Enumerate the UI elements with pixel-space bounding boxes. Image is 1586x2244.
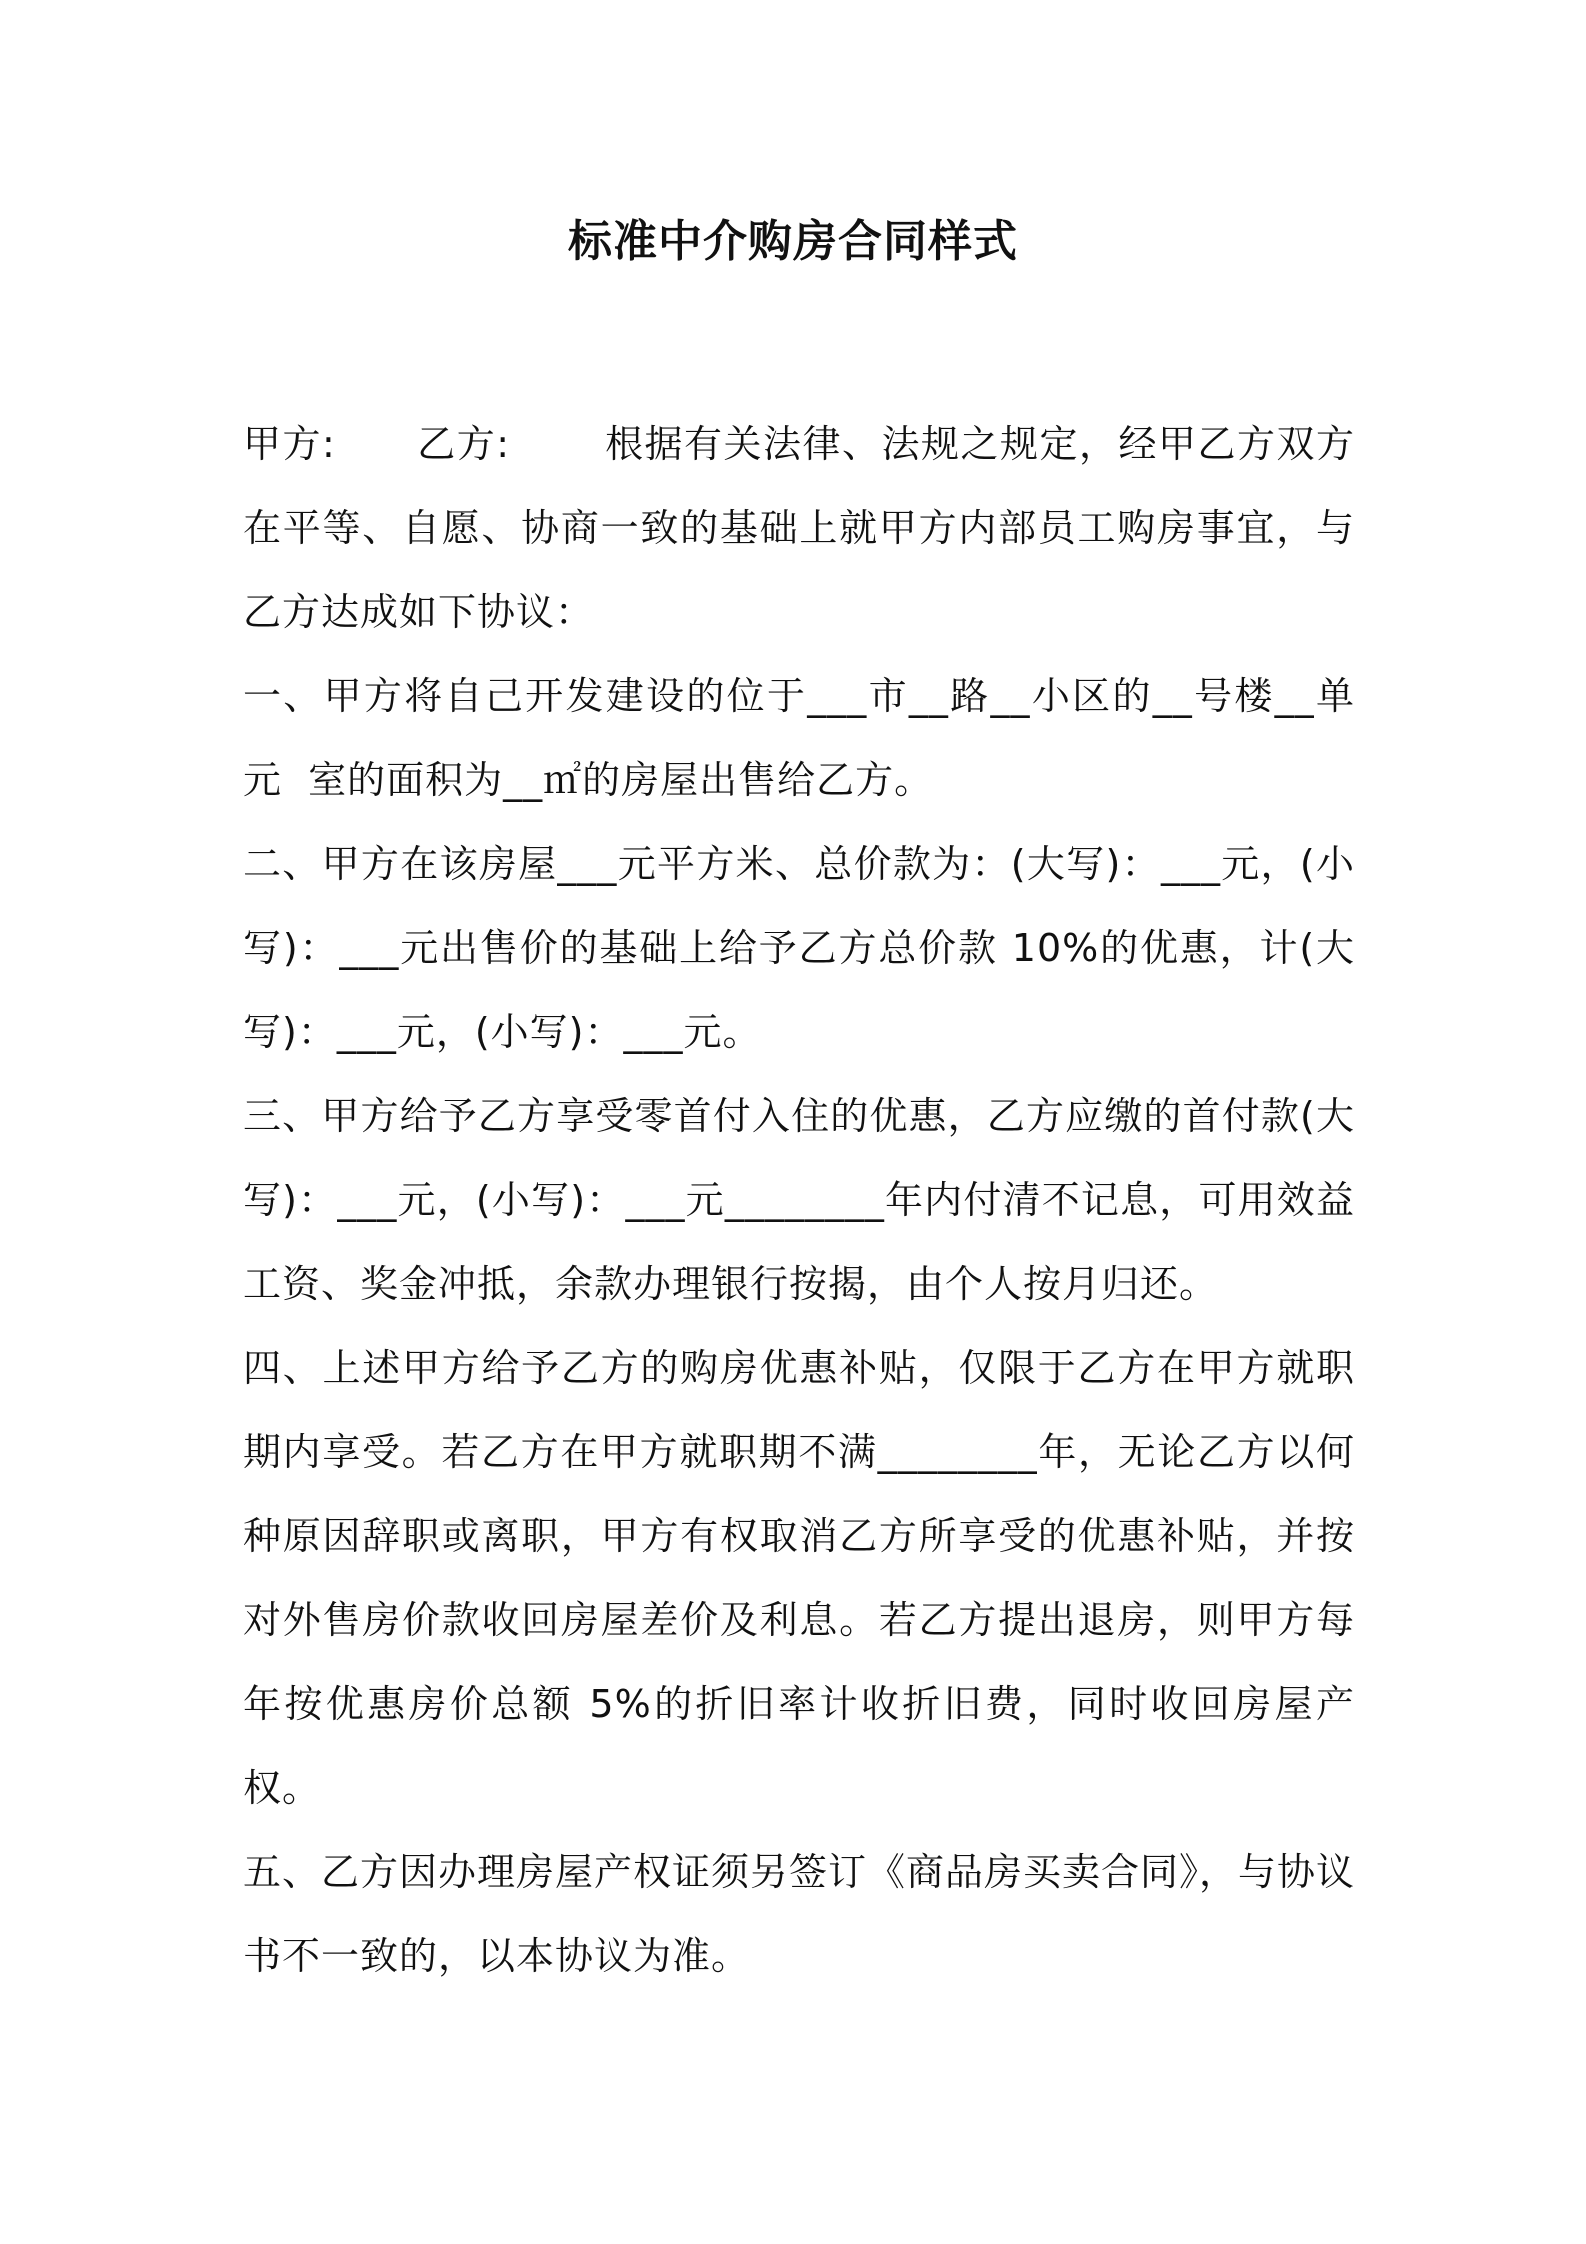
clause-3-paragraph: 三、甲方给予乙方享受零首付入住的优惠，乙方应缴的首付款(大写)：___元，(小写)：___元________年内付清不记息，可用效益工资、奖金冲抵，余款办理银行按揭，由个人按月归还。 bbox=[243, 1094, 1355, 1306]
clause-5-paragraph: 五、乙方因办理房屋产权证须另签订《商品房买卖合同》，与协议书不一致的，以本协议为准。 bbox=[243, 1850, 1356, 1978]
clause-2-paragraph: 二、甲方在该房屋___元平方米、总价款为：(大写)：___元，(小写)：___元出售价的基础上给予乙方总价款 10%的优惠，计(大写)：___元，(小写)：___元。 bbox=[243, 842, 1355, 1054]
intro-paragraph: 甲方: 乙方: 根据有关法律、法规之规定，经甲乙方双方在平等、自愿、协商一致的基础上就甲方内部员工购房事宜，与乙方达成如下协议： bbox=[243, 422, 1355, 634]
clause-4-paragraph: 四、上述甲方给予乙方的购房优惠补贴，仅限于乙方在甲方就职期内享受。若乙方在甲方就职期不满________年，无论乙方以何种原因辞职或离职，甲方有权取消乙方所享受的优惠补贴，并按对外售房价款收回房屋差价及利息。若乙方提出退房，则甲方每年按优惠房价总额 5%的折旧率计收折旧费，同时收回房屋产权。 bbox=[243, 1346, 1355, 1810]
clause-1-paragraph: 一、甲方将自己开发建设的位于___市__路__小区的__号楼__单元 室的面积为__㎡的房屋出售给乙方。 bbox=[243, 674, 1355, 802]
document-body bbox=[243, 402, 1355, 1998]
document-title: 标准中介购房合同样式 bbox=[568, 216, 1018, 267]
